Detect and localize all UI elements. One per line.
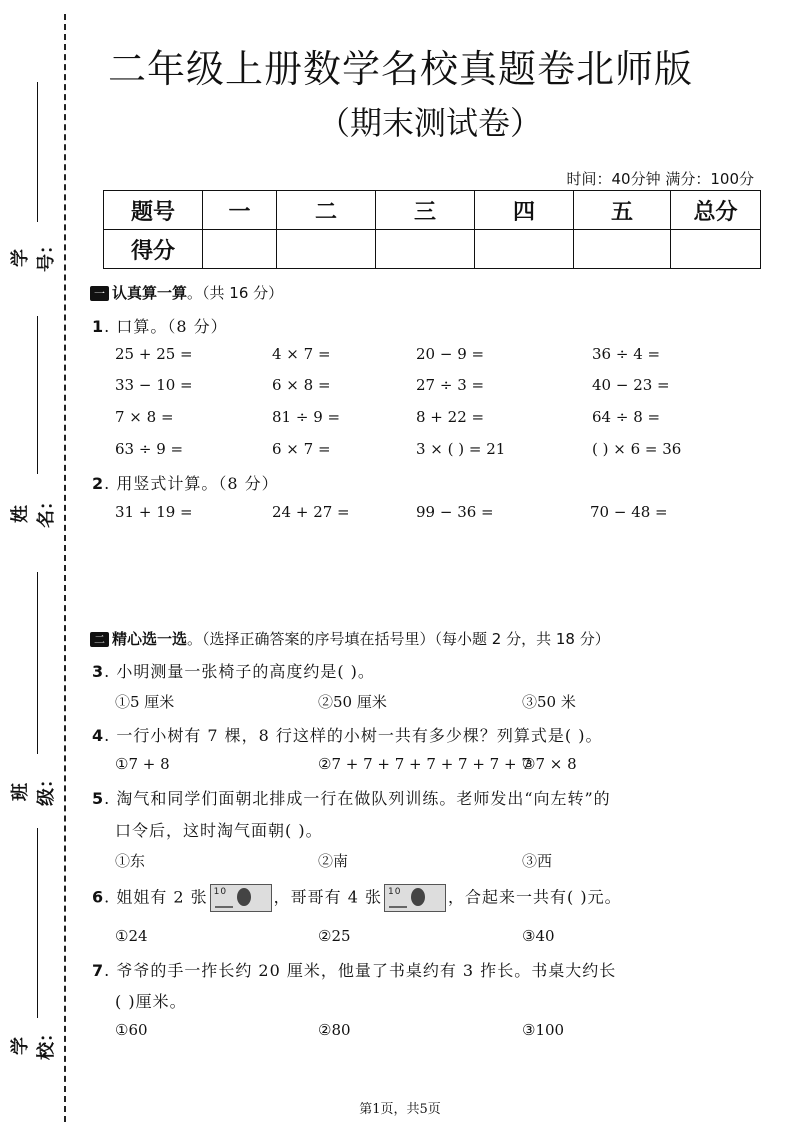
score-cell[interactable] xyxy=(277,230,376,269)
score-cell[interactable] xyxy=(574,230,671,269)
question-text: . 淘气和同学们面朝北排成一行在做队列训练。老师发出“向左转”的 xyxy=(104,789,611,808)
ten-yuan-banknote-image xyxy=(210,884,272,912)
vertical-calc-item: 24 + 27 = xyxy=(272,503,350,521)
option[interactable]: ②50 厘米 xyxy=(318,693,387,711)
header-cell: 五 xyxy=(574,191,671,230)
oral-item: 40 − 23 = xyxy=(592,376,670,394)
question-2 xyxy=(92,471,279,494)
oral-item: 27 ÷ 3 = xyxy=(416,376,485,394)
question-text: . 爷爷的手一拃长约 20 厘米，他量了书桌约有 3 拃长。书桌大约长 xyxy=(104,961,617,980)
section-1-heading xyxy=(90,282,283,303)
option[interactable]: ②南 xyxy=(318,852,349,870)
header-cell: 四 xyxy=(475,191,574,230)
header-cell: 一 xyxy=(203,191,277,230)
question-number: 2 xyxy=(92,474,105,493)
option[interactable]: ①5 厘米 xyxy=(115,693,175,711)
exam-time-score: 时间：40分钟 满分：100分 xyxy=(566,170,754,188)
option[interactable]: ①东 xyxy=(115,852,146,870)
score-table-score-row xyxy=(104,230,761,269)
question-4 xyxy=(92,723,603,746)
option[interactable]: ③100 xyxy=(522,1021,565,1039)
class-line xyxy=(37,572,38,754)
class-label: 班级： xyxy=(10,770,57,806)
page-title: 二年级上册数学名校真题卷北师版 xyxy=(108,47,694,91)
question-text-continued: ( )厘米。 xyxy=(115,992,187,1011)
score-cell[interactable] xyxy=(475,230,574,269)
oral-item: 6 × 7 = xyxy=(272,440,331,458)
question-text: . 用竖式计算。（8 分） xyxy=(104,474,279,493)
oral-item: 25 + 25 = xyxy=(115,345,193,363)
question-number: 7 xyxy=(92,961,105,980)
portrait-icon xyxy=(411,888,425,906)
question-1 xyxy=(92,314,228,337)
section-note: 。（共 16 分） xyxy=(187,284,284,302)
section-note: 。（选择正确答案的序号填在括号里）（每小题 2 分，共 18 分） xyxy=(187,630,610,648)
binding-dashed-line xyxy=(64,14,66,1122)
oral-item: 4 × 7 = xyxy=(272,345,331,363)
oral-item: 8 + 22 = xyxy=(416,408,485,426)
page-footer: 第1页，共5页 xyxy=(359,1102,441,1117)
header-cell: 二 xyxy=(277,191,376,230)
ten-yuan-banknote-image xyxy=(384,884,446,912)
oral-item: 64 ÷ 8 = xyxy=(592,408,661,426)
school-label: 学校： xyxy=(10,1024,57,1060)
oral-item: 33 − 10 = xyxy=(115,376,193,394)
vertical-calc-item: 31 + 19 = xyxy=(115,503,193,521)
student-no-label: 学号： xyxy=(10,236,57,272)
section-badge: 二 xyxy=(90,632,109,647)
name-line xyxy=(37,316,38,474)
section-2-heading xyxy=(90,628,610,649)
question-text: . 口算。（8 分） xyxy=(104,317,228,336)
question-5 xyxy=(92,786,611,809)
score-cell[interactable] xyxy=(671,230,761,269)
header-cell: 总分 xyxy=(671,191,761,230)
oral-item: 81 ÷ 9 = xyxy=(272,408,341,426)
oral-item: 3 × ( ) = 21 xyxy=(416,440,506,458)
section-title: 认真算一算 xyxy=(112,284,188,302)
option[interactable]: ①7 + 8 xyxy=(115,755,170,773)
question-text: ，哥哥有 4 张 xyxy=(273,887,383,907)
vertical-calc-item: 70 − 48 = xyxy=(590,503,668,521)
banknote-stripe xyxy=(215,906,233,908)
question-number: 3 xyxy=(92,662,105,681)
option[interactable]: ③40 xyxy=(522,927,555,945)
school-line xyxy=(37,828,38,1018)
oral-item: 36 ÷ 4 = xyxy=(592,345,661,363)
question-6 xyxy=(92,884,622,912)
oral-item: 63 ÷ 9 = xyxy=(115,440,184,458)
section-title: 精心选一选 xyxy=(112,630,188,648)
vertical-calc-item: 99 − 36 = xyxy=(416,503,494,521)
header-cell: 题号 xyxy=(104,191,203,230)
question-7 xyxy=(92,958,616,981)
page-subtitle: （期末测试卷） xyxy=(318,104,543,142)
option[interactable]: ②7 + 7 + 7 + 7 + 7 + 7 + 7 xyxy=(318,755,531,773)
oral-item: 20 − 9 = xyxy=(416,345,485,363)
question-3 xyxy=(92,659,375,682)
banknote-stripe xyxy=(389,906,407,908)
name-label: 姓名： xyxy=(10,492,57,528)
option[interactable]: ③西 xyxy=(522,852,553,870)
option[interactable]: ②25 xyxy=(318,927,351,945)
banknote-value: 10 xyxy=(388,887,402,897)
option[interactable]: ③50 米 xyxy=(522,693,576,711)
option[interactable]: ②80 xyxy=(318,1021,351,1039)
oral-item: 6 × 8 = xyxy=(272,376,331,394)
question-number: 1 xyxy=(92,317,105,336)
question-text: ，合起来一共有( )元。 xyxy=(448,887,622,907)
question-number: 4 xyxy=(92,726,105,745)
question-number: 6 xyxy=(92,887,105,907)
header-cell: 三 xyxy=(376,191,475,230)
row-label-cell: 得分 xyxy=(104,230,203,269)
score-table xyxy=(103,190,761,269)
portrait-icon xyxy=(237,888,251,906)
section-badge: 一 xyxy=(90,286,109,301)
option[interactable]: ③7 × 8 xyxy=(522,755,577,773)
student-no-line xyxy=(37,82,38,222)
score-cell[interactable] xyxy=(203,230,277,269)
question-text: . 小明测量一张椅子的高度约是( )。 xyxy=(104,662,375,681)
score-cell[interactable] xyxy=(376,230,475,269)
option[interactable]: ①24 xyxy=(115,927,148,945)
question-number: 5 xyxy=(92,789,105,808)
question-text-continued: 口令后，这时淘气面朝( )。 xyxy=(115,821,323,840)
option[interactable]: ①60 xyxy=(115,1021,148,1039)
oral-item: 7 × 8 = xyxy=(115,408,174,426)
question-text: . 姐姐有 2 张 xyxy=(104,887,208,907)
oral-item: ( ) × 6 = 36 xyxy=(592,440,682,458)
banknote-value: 10 xyxy=(213,887,228,897)
question-text: . 一行小树有 7 棵，8 行这样的小树一共有多少棵？列算式是( )。 xyxy=(104,726,603,745)
score-table-header-row xyxy=(104,191,761,230)
